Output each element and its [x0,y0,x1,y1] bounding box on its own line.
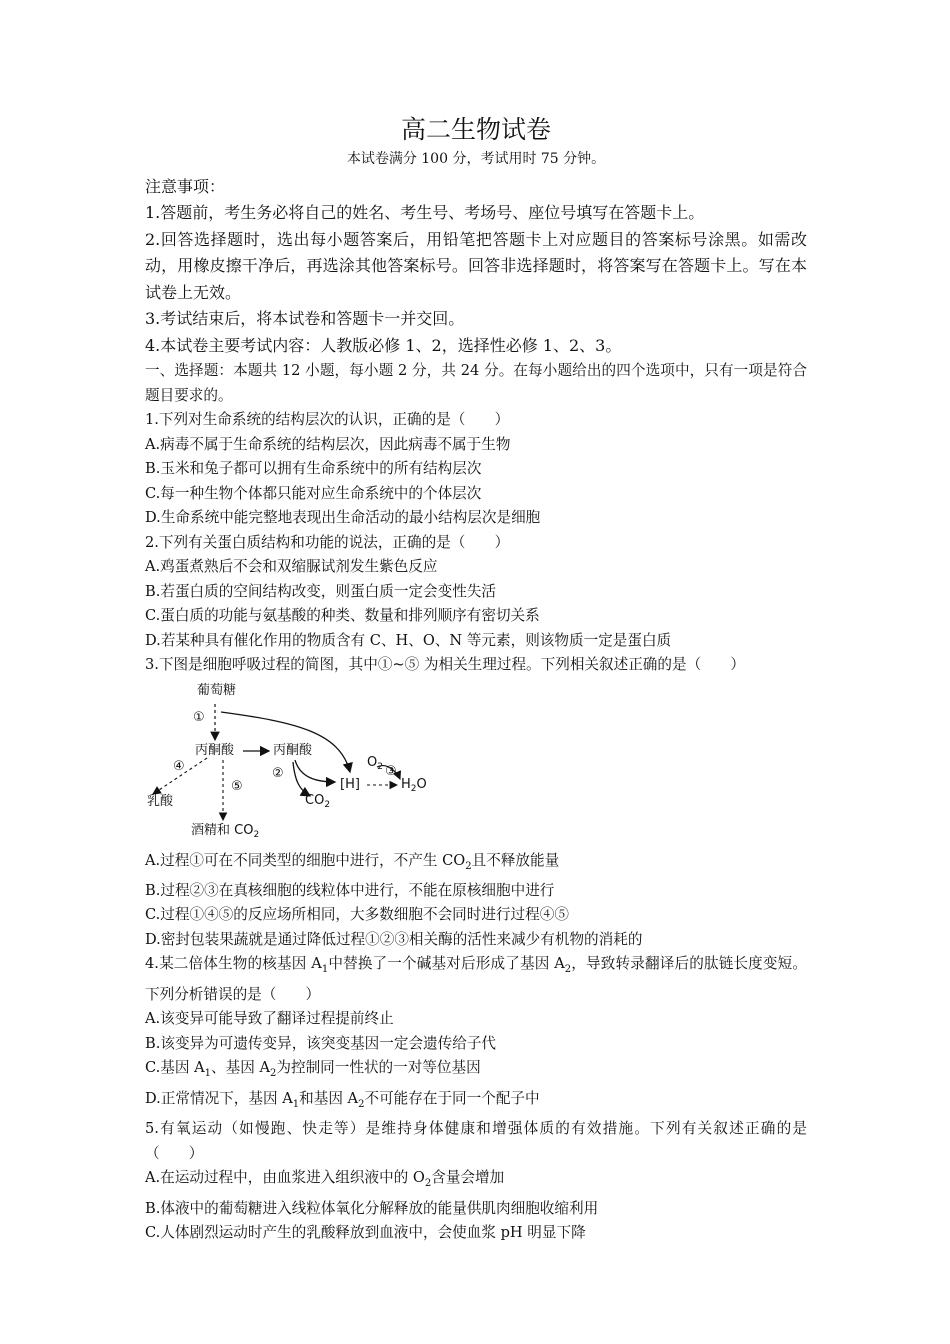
respiration-arrows [145,682,445,847]
label-h2o-o: O [416,776,427,792]
label-h2o [401,778,427,796]
label-process-3: ③ [385,763,397,779]
q3-stem: 3.下图是细胞呼吸过程的简图，其中①~⑤ 为相关生理过程。下列相关叙述正确的是（ ） [145,656,745,673]
q2-stem: 2.下列有关蛋白质结构和功能的说法，正确的是（ ） [145,533,510,551]
notice-item-3: 3.考试结束后，将本试卷和答题卡一并交回。 [145,309,465,328]
q4-c-sub2: 2 [270,1068,277,1080]
q5-option-c: C.人体剧烈运动时产生的乳酸释放到血液中，会使血浆 pH 明显下降 [145,1224,586,1242]
notice-heading: 注意事项： [145,177,226,196]
q4-d-2: 和基因 A [299,1089,359,1107]
label-pyruvate-2: 丙酮酸 [273,742,313,758]
q3-a-sub: 2 [465,860,472,872]
q5-option-a [145,1166,807,1196]
q2-option-a: A.鸡蛋煮熟后不会和双缩脲试剂发生紫色反应 [145,558,438,575]
q2-option-c: C.蛋白质的功能与氨基酸的种类、数量和排列顺序有密切关系 [145,607,540,624]
q4-c-1: C.基因 A [145,1059,205,1077]
q3-option-d: D.密封包装果蔬就是通过降低过程①②③相关酶的活性来减少有机物的消耗的 [145,930,643,948]
q4-stem-sub1: 1 [321,964,329,976]
q4-option-c [145,1056,807,1086]
q4-d-sub2: 2 [358,1098,365,1110]
q4-option-a: A.该变异可能导致了翻译过程提前终止 [145,1010,394,1028]
q4-stem-1: 4.某二倍体生物的核基因 A [145,955,322,973]
notice-item-4: 4.本试卷主要考试内容：人教版必修 1、2，选择性必修 1、2、3。 [145,335,622,355]
q4-option-b: B.该变异为可遗传变异，该突变基因一定会遗传给子代 [145,1034,497,1052]
section-heading: 一、选择题：本题共 12 小题，每小题 2 分，共 24 分。在每小题给出的四个选项中，只有一项是符合题目要求的。 [145,362,807,404]
q2-option-b: B.若蛋白质的空间结构改变，则蛋白质一定会变性失活 [145,582,497,600]
notice-item-1: 1.答题前，考生务必将自己的姓名、考生号、考场号、座位号填写在答题卡上。 [145,203,705,222]
q5-a-pre: A.在运动过程中，由血浆进入组织液中的 O [145,1169,425,1187]
label-h2o-h: H [401,776,411,792]
label-h: [H] [340,776,360,792]
q3-a-post: 且不释放能量 [471,851,560,869]
q1-stem: 1.下列对生命系统的结构层次的认识，正确的是（ ） [145,411,510,428]
label-co2-small-sub: 2 [324,799,331,810]
label-pyruvate-1: 丙酮酸 [195,742,235,758]
q4-stem [145,952,807,1007]
q5-a-sub: 2 [424,1178,432,1190]
exam-page [145,112,807,1246]
q1-option-b: B.玉米和兔子都可以拥有生命系统中的所有结构层次 [145,460,482,477]
q4-option-d [145,1087,807,1117]
q3-option-c: C.过程①④⑤的反应场所相同，大多数细胞不会同时进行过程④⑤ [145,906,569,924]
q4-d-3: 不可能存在于同一个配子中 [364,1089,540,1107]
q4-stem-sub2: 2 [564,964,572,976]
label-h2o-sub: 2 [410,783,417,794]
label-co2-small [305,794,330,812]
q4-c-3: 为控制同一性状的一对等位基因 [276,1059,481,1077]
label-co2-main-sub: 2 [253,829,260,840]
label-lactic-acid: 乳酸 [147,793,174,809]
q3-option-a [145,849,807,879]
label-alcohol-co2 [191,824,259,842]
q2-option-d: D.若某种具有催化作用的物质含有 C、H、O、N 等元素，则该物质一定是蛋白质 [145,631,672,649]
label-o2-sub: 2 [377,761,383,772]
q1-option-a: A.病毒不属于生命系统的结构层次，因此病毒不属于生物 [145,435,511,453]
q4-stem-2: 中替换了一个碱基对后形成了基因 A [328,955,565,973]
notice-item-2: 2.回答选择题时，选出每小题答案后，用铅笔把答题卡上对应题目的答案标号涂黑。如需改动，用橡皮擦干净后，再选涂其他答案标号。回答非选择题时，将答案写在答题卡上。写在本试卷上无效。 [145,229,807,302]
label-process-1: ① [193,709,205,725]
q4-d-1: D.正常情况下，基因 A [145,1089,293,1107]
page-subtitle: 本试卷满分 100 分，考试用时 75 分钟。 [346,151,606,167]
respiration-diagram [145,682,445,847]
q4-d-sub1: 1 [292,1098,300,1110]
q1-option-d: D.生命系统中能完整地表现出生命活动的最小结构层次是细胞 [145,509,541,526]
label-process-2: ② [272,765,284,781]
q4-c-sub1: 1 [204,1068,212,1080]
q3-option-b: B.过程②③在真核细胞的线粒体中进行，不能在原核细胞中进行 [145,881,555,899]
label-alcohol: 酒精和 [191,822,231,838]
q4-stem-3: ，导致转录翻译后的肽链长度变短。下列分析错误的是（ ） [145,955,807,1003]
q5-a-post: 含量会增加 [431,1169,505,1187]
label-o2-text: O [367,754,378,770]
q1-option-c: C.每一种生物个体都只能对应生命系统中的个体层次 [145,484,482,502]
label-co2-small-text: CO [305,792,325,808]
label-o2 [367,756,383,774]
page-title: 高二生物试卷 [400,115,551,144]
label-glucose: 葡萄糖 [197,682,237,698]
q3-a-pre: A.过程①可在不同类型的细胞中进行，不产生 CO [145,851,466,869]
q5-stem: 5.有氧运动（如慢跑、快走等）是维持身体健康和增强体质的有效措施。下列有关叙述正确的是（ ） [145,1120,807,1162]
label-co2-main: CO [234,822,254,838]
q4-c-2: 、基因 A [211,1059,270,1077]
label-process-4: ④ [173,758,185,774]
q5-option-b: B.体液中的葡萄糖进入线粒体氧化分解释放的能量供肌肉细胞收缩利用 [145,1199,599,1217]
label-process-5: ⑤ [231,778,243,794]
